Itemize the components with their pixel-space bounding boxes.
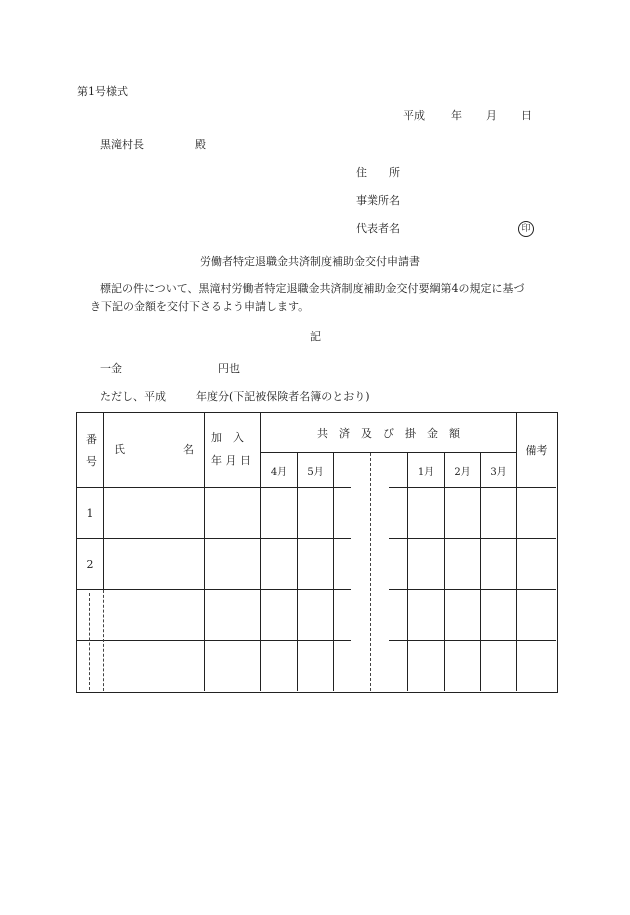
business-label: 事業所名: [356, 194, 400, 207]
row-line-right: [389, 538, 556, 539]
date-day: 日: [521, 109, 532, 122]
note-suffix: 年度分(下記被保険者名簿のとおり): [196, 390, 370, 403]
row-line-left: [77, 589, 351, 590]
row-line-left: [77, 538, 351, 539]
number-header-bottom: 号: [86, 455, 97, 468]
name-header-left: 氏: [114, 443, 125, 456]
seal-mark: 印: [518, 221, 534, 237]
name-header-right: 名: [183, 443, 194, 456]
amount-prefix: 一金: [100, 362, 122, 375]
row-number-1: 1: [86, 506, 94, 520]
row-number-continuation-dashed: [89, 593, 90, 690]
col-line-april: [297, 453, 298, 691]
ki-label: 記: [310, 330, 321, 343]
col-line-number: [103, 413, 104, 589]
body-line-2: き下記の金額を交付下さるよう申請します。: [90, 300, 310, 313]
address-label: 住 所: [356, 166, 400, 179]
premium-header: 共 済 及 び 掛 金 額: [317, 426, 460, 440]
row-line-right: [389, 589, 556, 590]
col-line-january: [444, 453, 445, 691]
form-number: 第1号様式: [77, 85, 128, 98]
row-line-left: [77, 640, 351, 641]
month-header-may: 5月: [307, 466, 324, 478]
amount-suffix: 円也: [218, 362, 240, 375]
month-header-march: 3月: [490, 466, 507, 478]
join-header-bottom: 年 月 日: [211, 454, 251, 467]
col-line-may: [333, 453, 334, 691]
row-line-right: [389, 640, 556, 641]
body-line-1: 標記の件について、黒滝村労働者特定退職金共済制度補助金交付要綱第4の規定に基づ: [100, 282, 525, 295]
col-line-number-dashed: [103, 590, 104, 691]
number-header-top: 番: [86, 433, 97, 446]
col-line-omitted-months: [370, 453, 371, 691]
col-line-name: [204, 413, 205, 691]
join-header-top: 加 入: [211, 431, 244, 444]
note-prefix: ただし、平成: [100, 390, 166, 403]
col-line-february: [480, 453, 481, 691]
document-title: 労働者特定退職金共済制度補助金交付申請書: [200, 255, 420, 268]
col-line-gap: [407, 453, 408, 691]
remarks-header: 備考: [525, 444, 548, 457]
header-bottom-line-left: [77, 487, 351, 488]
addressee-name: 黒滝村長: [100, 138, 144, 151]
date-era: 平成: [403, 109, 425, 122]
row-number-2: 2: [86, 557, 94, 571]
representative-label: 代表者名: [356, 222, 400, 235]
month-header-february: 2月: [454, 466, 471, 478]
month-header-january: 1月: [417, 466, 435, 478]
date-year: 年: [451, 109, 462, 122]
month-header-april: 4月: [270, 466, 288, 478]
date-month: 月: [486, 109, 497, 122]
addressee-honorific: 殿: [195, 138, 206, 151]
header-bottom-line-right: [389, 487, 556, 488]
